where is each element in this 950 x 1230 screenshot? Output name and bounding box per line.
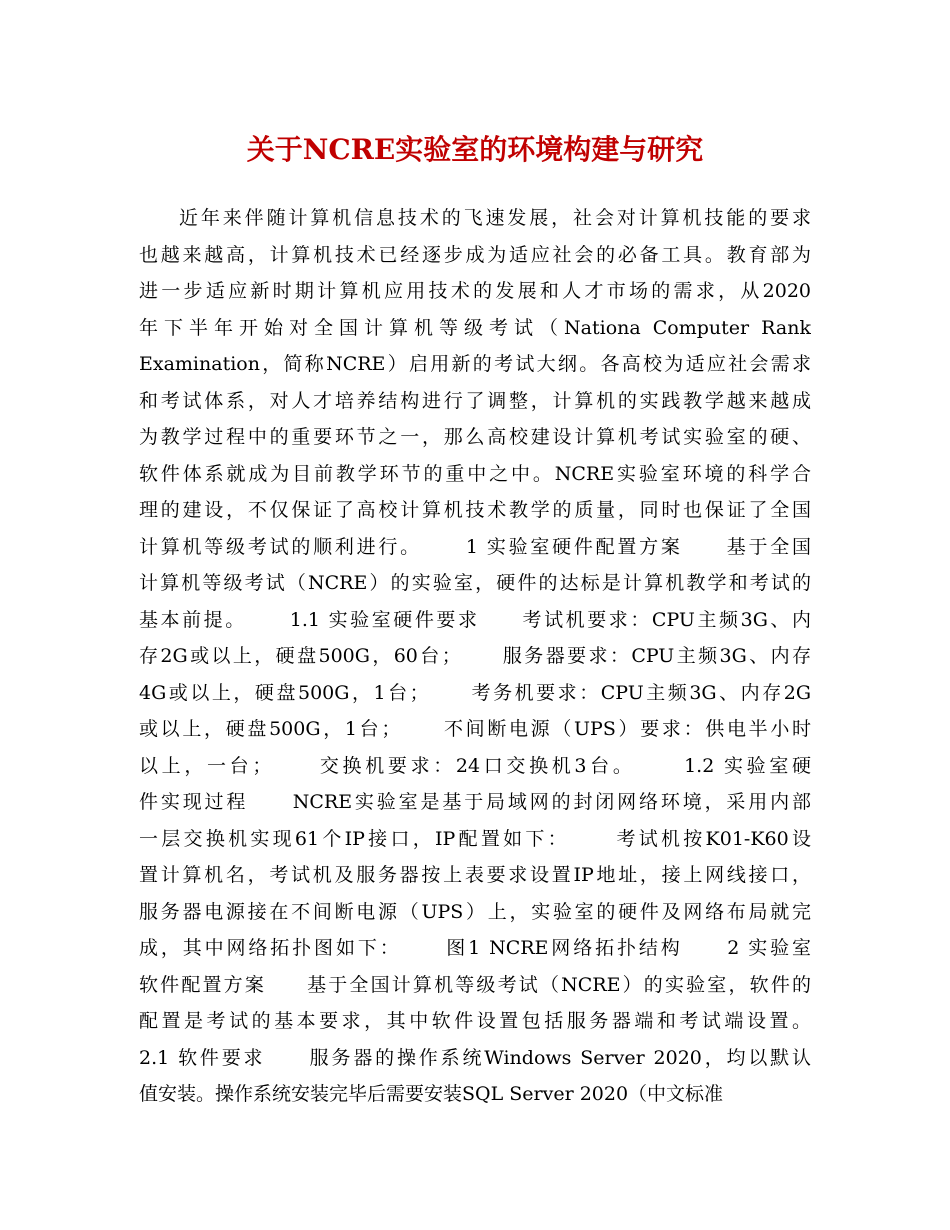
body-line: 4G或以上，硬盘500G，1台； 考务机要求：CPU主频3G、内存2G (139, 681, 811, 704)
body-line: 计算机等级考试的顺利进行。 1 实验室硬件配置方案 基于全国 (139, 535, 811, 558)
document-title: 关于NCRE实验室的环境构建与研究 (246, 133, 704, 166)
body-line: 2.1 软件要求 服务器的操作系统Windows Server 2020，均以默认 (139, 1046, 811, 1069)
body-line: 近年来伴随计算机信息技术的飞速发展，社会对计算机技能的要求 (179, 207, 811, 229)
body-line: 进一步适应新时期计算机应用技术的发展和人才市场的需求，从2020 (139, 280, 811, 302)
body-line: 或以上，硬盘500G，1台； 不间断电源（UPS）要求：供电半小时 (139, 718, 811, 740)
body-line: 以上，一台； 交换机要求：24口交换机3台。 1.2 实验室硬 (139, 754, 811, 777)
body-line: 服务器电源接在不间断电源（UPS）上，实验室的硬件及网络布局就完 (139, 900, 811, 923)
body-line: 件实现过程 NCRE实验室是基于局域网的封闭网络环境，采用内部 (139, 791, 811, 813)
body-line: 一层交换机实现61个IP接口，IP配置如下： 考试机按K01-K60设 (139, 827, 811, 850)
body-line: 计算机等级考试（NCRE）的实验室，硬件的达标是计算机教学和考试的 (139, 572, 811, 594)
body-line: 年下半年开始对全国计算机等级考试（Nationa Computer Rank (139, 316, 811, 339)
body-line: 软件配置方案 基于全国计算机等级考试（NCRE）的实验室，软件的 (139, 973, 811, 996)
document-body (139, 200, 811, 1113)
body-line: 也越来越高，计算机技术已经逐步成为适应社会的必备工具。教育部为 (139, 243, 811, 266)
body-line: 为教学过程中的重要环节之一，那么高校建设计算机考试实验室的硬、 (139, 426, 811, 448)
body-line: 软件体系就成为目前教学环节的重中之中。NCRE实验室环境的科学合 (139, 462, 811, 485)
body-line: 成，其中网络拓扑图如下： 图1 NCRE网络拓扑结构 2 实验室 (139, 937, 811, 959)
body-line: Examination，简称NCRE）启用新的考试大纲。各高校为适应社会需求 (139, 353, 811, 375)
body-line: 置计算机名，考试机及服务器按上表要求设置IP地址，接上网线接口， (139, 864, 811, 886)
body-line: 存2G或以上，硬盘500G，60台； 服务器要求：CPU主频3G、内存 (139, 645, 811, 667)
body-line: 值安装。操作系统安装完毕后需要安装SQL Server 2020（中文标准 (139, 1083, 724, 1105)
body-line: 配置是考试的基本要求，其中软件设置包括服务器端和考试端设置。 (139, 1010, 811, 1032)
body-line: 理的建设，不仅保证了高校计算机技术教学的质量，同时也保证了全国 (139, 499, 811, 521)
body-line: 和考试体系，对人才培养结构进行了调整，计算机的实践教学越来越成 (139, 389, 811, 412)
body-line: 基本前提。 1.1 实验室硬件要求 考试机要求：CPU主频3G、内 (139, 608, 811, 631)
